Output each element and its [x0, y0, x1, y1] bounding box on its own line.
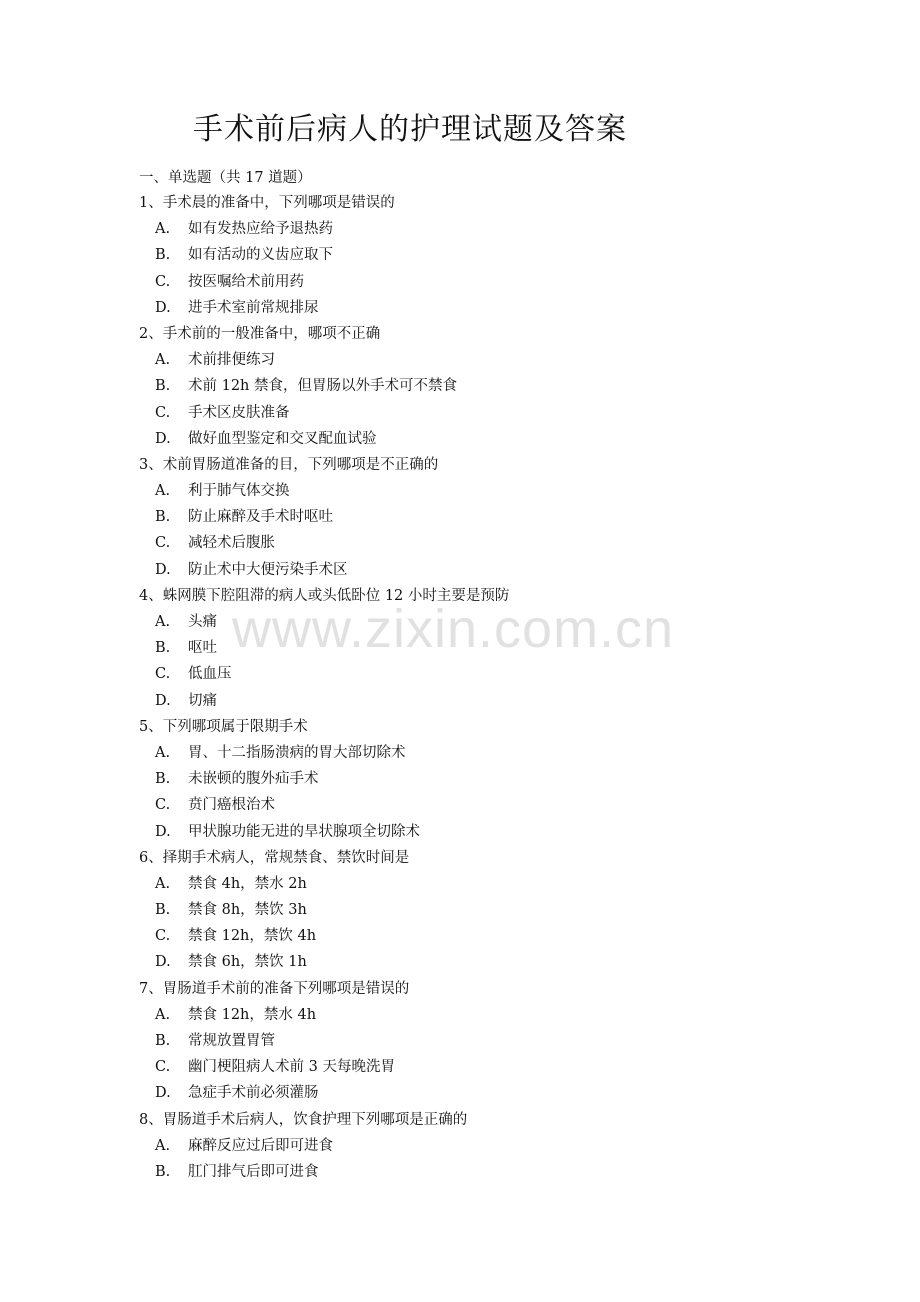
option-letter: D.: [155, 692, 171, 709]
question-stem: 6、择期手术病人，常规禁食、禁饮时间是: [139, 849, 410, 866]
option-letter: D.: [155, 299, 171, 316]
answer-option: [139, 819, 839, 845]
option-letter: A.: [155, 1137, 171, 1154]
answer-option: [139, 740, 839, 766]
option-text: 甲状腺功能无进的旱状腺项全切除术: [188, 823, 420, 840]
option-letter: B.: [155, 902, 171, 919]
option-letter: A.: [155, 483, 171, 500]
answer-option: [139, 897, 839, 923]
option-letter: A.: [155, 875, 171, 892]
option-text: 头痛: [188, 614, 217, 630]
answer-option: [139, 688, 839, 714]
answer-option: [139, 373, 839, 399]
option-letter: C.: [155, 666, 171, 683]
question-stem: 3、术前胃肠道准备的目，下列哪项是不正确的: [139, 456, 439, 473]
option-letter: C.: [155, 1059, 171, 1076]
option-letter: C.: [155, 928, 171, 945]
option-text: 禁食 12h，禁饮 4h: [188, 928, 317, 945]
option-letter: A.: [155, 744, 171, 761]
option-letter: C.: [155, 273, 171, 290]
answer-option: [139, 1028, 839, 1054]
answer-option: [139, 242, 839, 268]
question-stem: 4、蛛网膜下腔阻滞的病人或头低卧位 12 小时主要是预防: [139, 587, 510, 604]
option-letter: C.: [155, 797, 171, 814]
option-text: 术前 12h 禁食，但胃肠以外手术可不禁食: [188, 378, 458, 395]
option-text: 禁食 8h，禁饮 3h: [188, 902, 307, 919]
answer-option: [139, 295, 839, 321]
option-text: 如有发热应给予退热药: [188, 221, 333, 238]
option-letter: C.: [155, 404, 171, 421]
option-text: 进手术室前常规排尿: [188, 299, 319, 316]
option-letter: B.: [155, 378, 171, 395]
option-text: 手术区皮肤准备: [188, 404, 290, 421]
answer-option: [139, 426, 839, 452]
question-stem: 1、手术晨的准备中，下列哪项是错误的: [139, 195, 395, 211]
option-letter: B.: [155, 509, 171, 526]
answer-option: [139, 400, 839, 426]
option-text: 幽门梗阻病人术前 3 天每晚洗胃: [188, 1059, 395, 1076]
answer-option: [139, 609, 839, 635]
option-letter: D.: [155, 561, 171, 578]
answer-option: [139, 923, 839, 949]
option-text: 减轻术后腹胀: [188, 535, 275, 552]
option-letter: C.: [155, 535, 171, 552]
answer-option: [139, 661, 839, 687]
option-text: 按医嘱给术前用药: [188, 273, 304, 290]
document-title: 手术前后病人的护理试题及答案: [193, 112, 627, 147]
option-text: 防止术中大便污染手术区: [188, 561, 348, 578]
answer-option: [139, 1159, 839, 1185]
answer-option: [139, 1080, 839, 1106]
question-list: [139, 190, 839, 1185]
option-text: 低血压: [188, 666, 232, 683]
answer-option: [139, 766, 839, 792]
answer-option: [139, 635, 839, 661]
option-letter: B.: [155, 247, 171, 264]
option-text: 呕吐: [188, 640, 217, 657]
option-letter: B.: [155, 1033, 171, 1049]
option-text: 贲门癌根治术: [188, 797, 275, 814]
answer-option: [139, 949, 839, 975]
section-heading: 一、单选题（共 17 道题）: [139, 170, 312, 186]
option-text: 常规放置胃管: [188, 1033, 275, 1049]
answer-option: [139, 557, 839, 583]
option-letter: D.: [155, 823, 171, 840]
option-text: 切痛: [188, 692, 217, 709]
answer-option: [139, 871, 839, 897]
answer-option: [139, 216, 839, 242]
option-text: 防止麻醉及手术时呕吐: [188, 509, 333, 526]
answer-option: [139, 478, 839, 504]
question-stem: 5、下列哪项属于限期手术: [139, 718, 308, 735]
answer-option: [139, 1002, 839, 1028]
option-text: 禁食 6h，禁饮 1h: [188, 954, 307, 971]
question-stem: 7、胃肠道手术前的准备下列哪项是错误的: [139, 980, 410, 997]
question-stem: 8、胃肠道手术后病人，饮食护理下列哪项是正确的: [139, 1111, 468, 1128]
option-text: 胃、十二指肠溃病的胃大部切除术: [188, 744, 406, 761]
answer-option: [139, 1133, 839, 1159]
option-letter: B.: [155, 1163, 171, 1180]
answer-option: [139, 792, 839, 818]
answer-option: [139, 530, 839, 556]
option-letter: A.: [155, 614, 171, 630]
option-letter: A.: [155, 221, 171, 238]
option-letter: D.: [155, 430, 171, 447]
answer-option: [139, 269, 839, 295]
option-letter: D.: [155, 1085, 171, 1102]
option-text: 做好血型鉴定和交叉配血试验: [188, 430, 377, 447]
option-text: 术前排便练习: [188, 352, 275, 369]
option-text: 急症手术前必须灌肠: [188, 1085, 319, 1102]
option-letter: A.: [155, 352, 171, 369]
option-text: 麻醉反应过后即可进食: [188, 1137, 333, 1154]
answer-option: [139, 347, 839, 373]
option-letter: B.: [155, 771, 171, 788]
option-text: 利于肺气体交换: [188, 483, 290, 500]
watermark: www.zixin.com.cn: [232, 599, 675, 659]
option-letter: D.: [155, 954, 171, 971]
option-text: 如有活动的义齿应取下: [188, 247, 333, 264]
answer-option: [139, 1054, 839, 1080]
option-letter: B.: [155, 640, 171, 657]
question-stem: 2、手术前的一般准备中，哪项不正确: [139, 325, 381, 342]
answer-option: [139, 504, 839, 530]
option-text: 未嵌顿的腹外疝手术: [188, 771, 319, 788]
option-text: 禁食 4h，禁水 2h: [188, 875, 307, 892]
option-text: 肛门排气后即可进食: [188, 1163, 319, 1180]
option-letter: A.: [155, 1006, 171, 1023]
option-text: 禁食 12h，禁水 4h: [188, 1006, 317, 1023]
